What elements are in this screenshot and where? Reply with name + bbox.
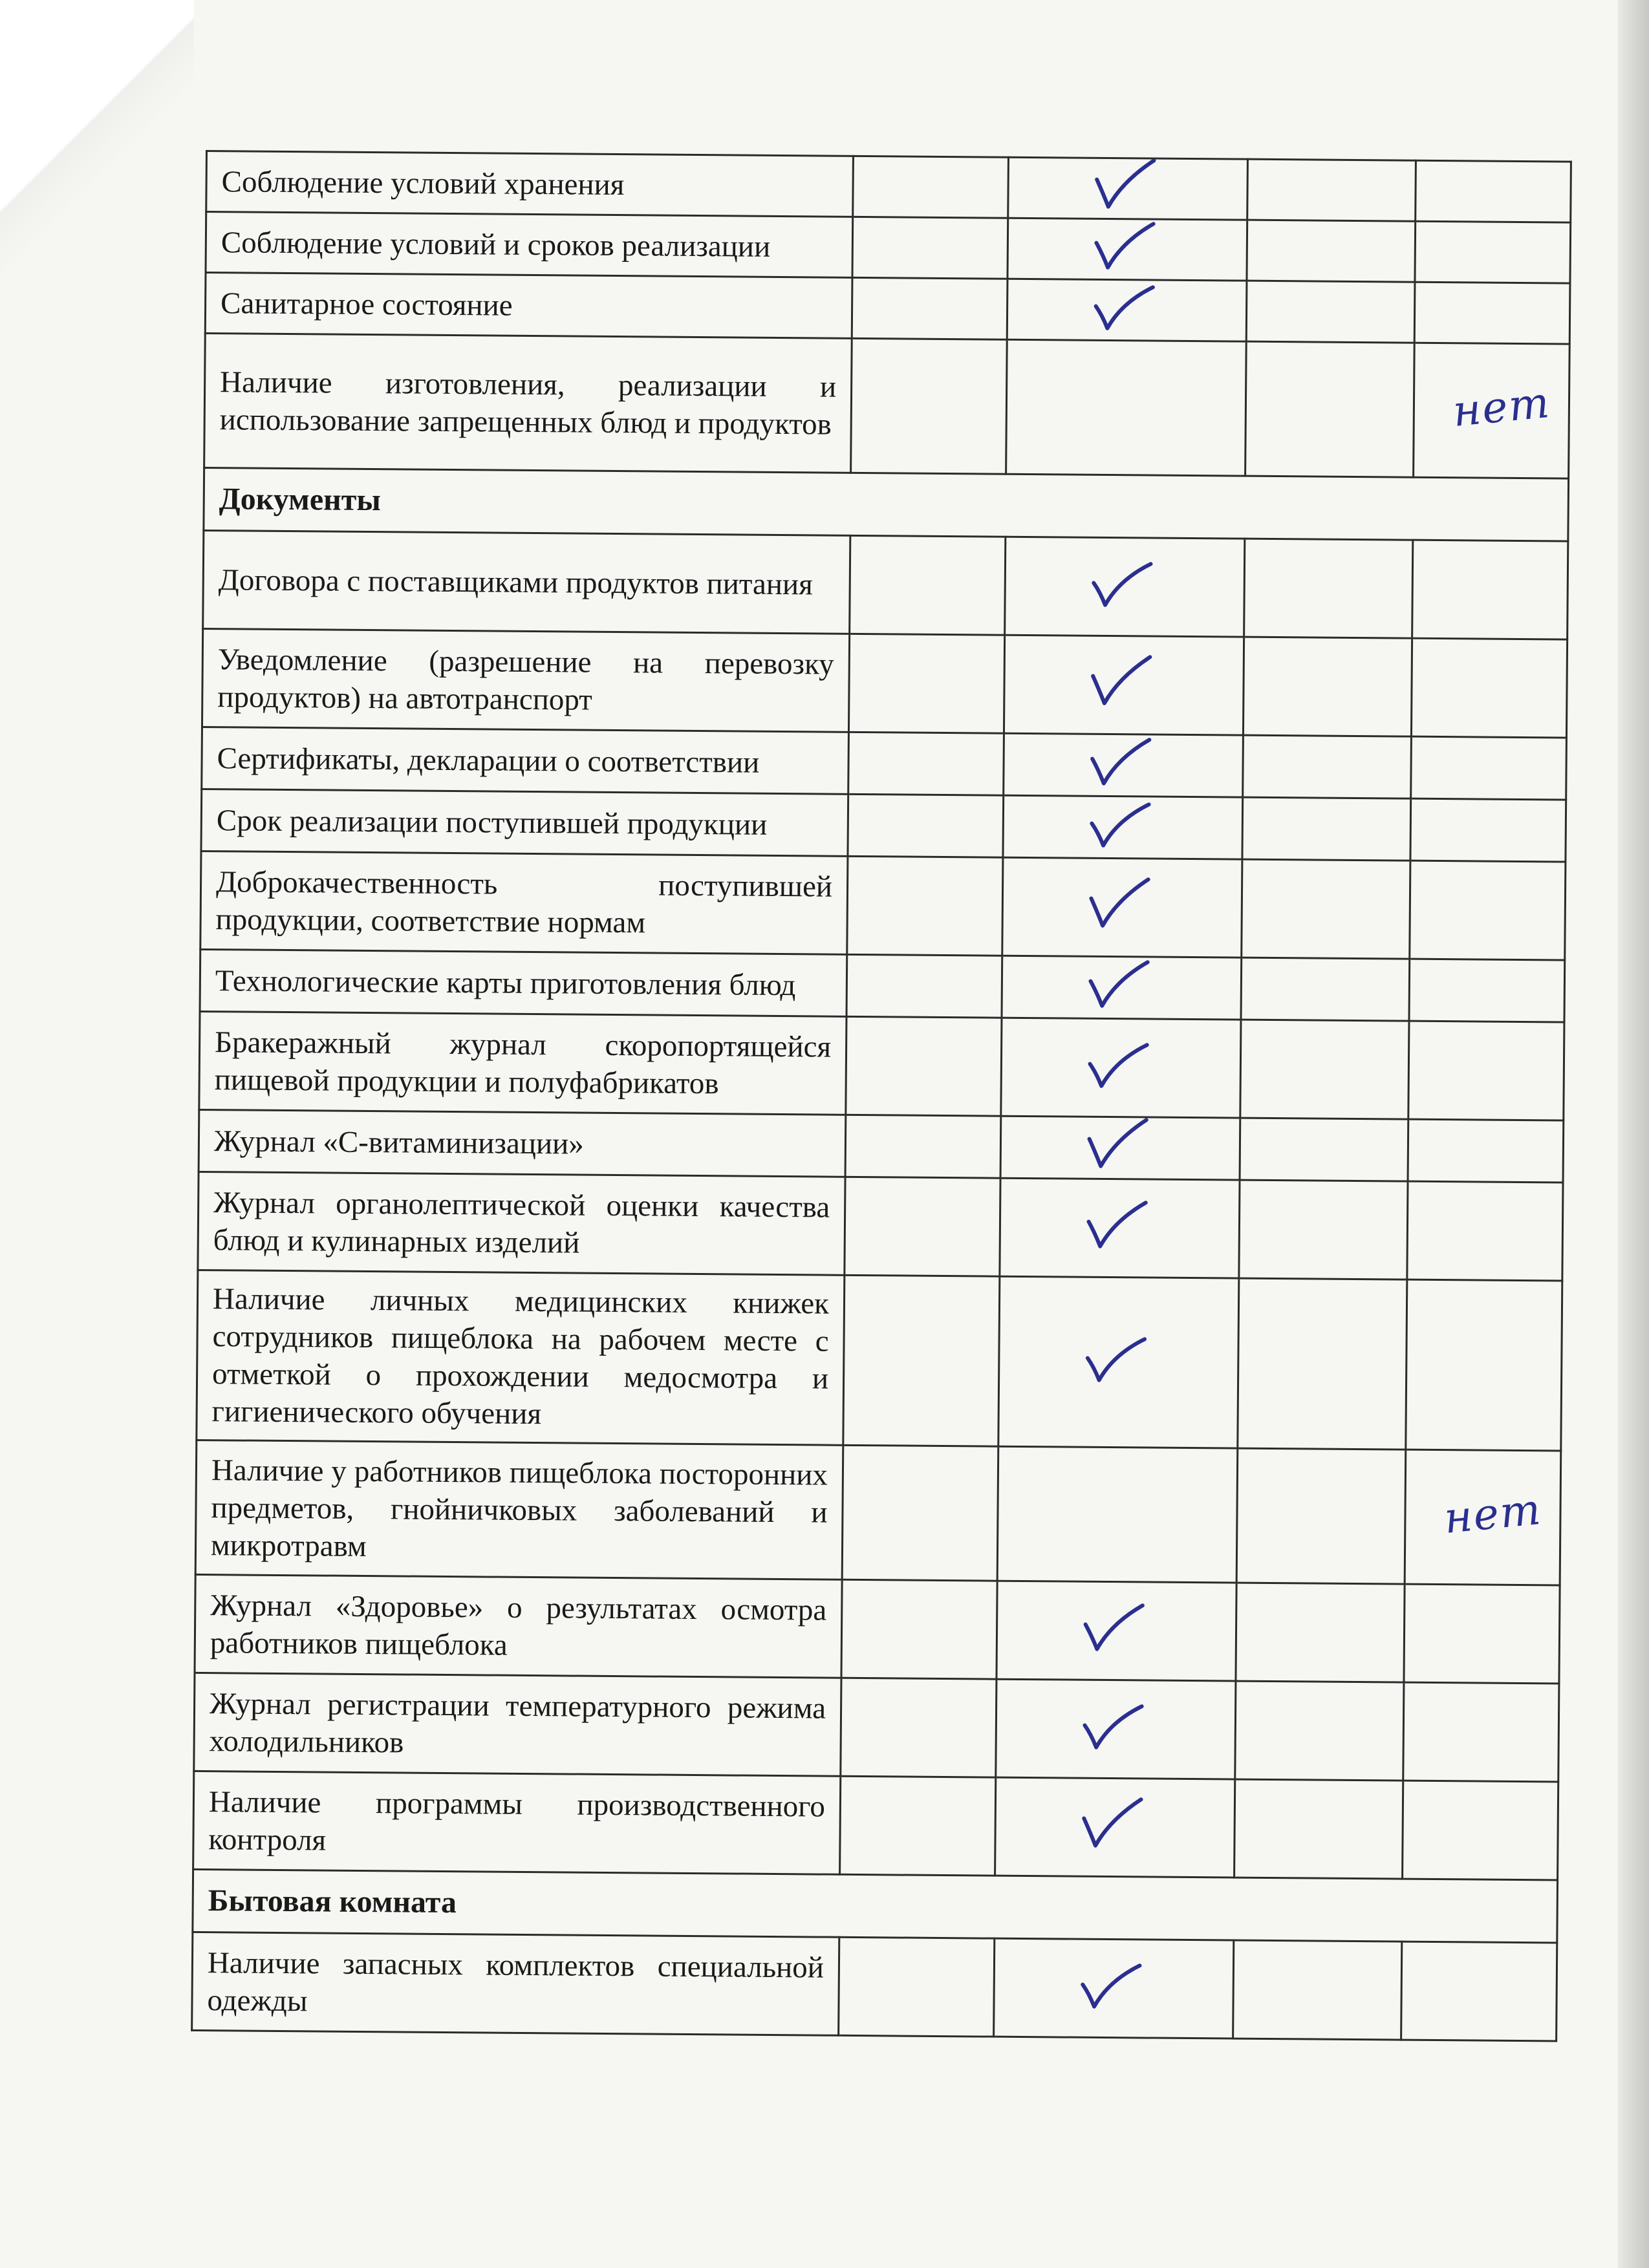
- mark-cell-3: [1247, 159, 1416, 221]
- check-icon: [1077, 1597, 1149, 1656]
- mark-cell-1: [840, 1776, 996, 1876]
- check-icon: [1082, 1034, 1154, 1093]
- table-row: [203, 530, 1568, 639]
- mark-cell-1: [843, 1275, 1000, 1446]
- mark-cell-4: [1410, 861, 1566, 960]
- mark-cell-3: [1241, 957, 1410, 1021]
- mark-cell-4: [1408, 1119, 1564, 1182]
- requirement-label: Наличие личных медицинских книжек сотрудников пищеблока на рабочем месте с отметкой о прохождении медосмотра и гигиенического обучения: [197, 1270, 845, 1445]
- mark-cell-2: [994, 1938, 1234, 2038]
- check-icon: [1083, 873, 1155, 932]
- check-icon: [1075, 1793, 1147, 1852]
- table-row: [200, 851, 1566, 960]
- mark-cell-3: [1245, 341, 1415, 477]
- section-row: [204, 467, 1569, 541]
- mark-cell-2: [1002, 956, 1242, 1020]
- table-row: [195, 1440, 1561, 1585]
- mark-cell-1: [846, 954, 1002, 1018]
- mark-cell-2: [1005, 537, 1245, 637]
- requirement-label: Журнал «Здоровье» о результатах осмотра работников пищеблока: [195, 1574, 842, 1678]
- mark-cell-1: [846, 1016, 1002, 1116]
- mark-cell-3: [1242, 797, 1411, 861]
- table-row: [205, 273, 1570, 345]
- mark-cell-1: [841, 1579, 997, 1679]
- mark-cell-3: [1240, 1020, 1409, 1119]
- check-icon: [1085, 553, 1157, 612]
- requirement-label: Наличие запасных комплектов специальной одежды: [192, 1932, 839, 2035]
- requirement-label: Соблюдение условий и сроков реализации: [206, 212, 853, 278]
- mark-cell-1: [845, 1115, 1001, 1178]
- mark-cell-1: [848, 732, 1004, 795]
- mark-cell-3: [1234, 1779, 1403, 1879]
- mark-cell-1: [852, 277, 1008, 339]
- mark-cell-3: [1246, 281, 1415, 343]
- mark-cell-4: [1405, 1450, 1561, 1585]
- inspection-checklist-table: [191, 150, 1572, 2042]
- check-icon: [1081, 1194, 1152, 1253]
- mark-cell-2: [998, 1276, 1239, 1448]
- mark-cell-3: [1236, 1448, 1406, 1584]
- requirement-label: Наличие у работников пищеблока посторонних предметов, гнойничковых заболеваний и микротравм: [195, 1440, 843, 1579]
- mark-cell-3: [1240, 1118, 1408, 1181]
- table-row: [202, 628, 1567, 738]
- mark-cell-1: [847, 856, 1003, 956]
- mark-cell-4: [1410, 798, 1566, 862]
- check-icon: [1084, 793, 1156, 852]
- mark-cell-3: [1239, 1180, 1408, 1279]
- mark-cell-2: [995, 1777, 1235, 1878]
- mark-cell-2: [1001, 1018, 1241, 1118]
- mark-cell-3: [1243, 637, 1412, 736]
- mark-cell-4: [1404, 1584, 1560, 1684]
- mark-cell-3: [1243, 735, 1412, 798]
- mark-cell-3: [1235, 1681, 1404, 1781]
- mark-cell-1: [853, 156, 1009, 218]
- mark-cell-4: [1416, 160, 1571, 222]
- mark-cell-4: [1408, 1021, 1564, 1120]
- requirement-label: Бракеражный журнал скоропортящейся пищевой продукции и полуфабрикатов: [199, 1011, 846, 1115]
- mark-cell-3: [1238, 1278, 1407, 1450]
- mark-cell-2: [1006, 339, 1247, 476]
- mark-cell-3: [1242, 859, 1410, 959]
- mark-cell-2: [1000, 1178, 1240, 1278]
- checklist-body: [192, 151, 1571, 2041]
- page-edge-shadow: [1618, 0, 1649, 2268]
- page-corner-fold: [0, 0, 194, 272]
- mark-cell-3: [1244, 539, 1413, 638]
- mark-cell-4: [1403, 1781, 1558, 1880]
- mark-cell-4: [1411, 736, 1567, 800]
- check-icon: [1074, 1954, 1146, 2013]
- check-icon: [1084, 731, 1156, 790]
- mark-cell-4: [1414, 282, 1570, 344]
- mark-cell-2: [1003, 795, 1243, 859]
- mark-cell-4: [1415, 221, 1571, 283]
- table-row: [198, 1171, 1563, 1281]
- mark-cell-4: [1414, 343, 1570, 478]
- mark-cell-2: [1000, 1116, 1240, 1180]
- table-row: [206, 212, 1571, 284]
- section-heading: Бытовая комната: [193, 1869, 1558, 1943]
- check-icon: [1079, 1328, 1151, 1387]
- mark-cell-1: [851, 338, 1008, 474]
- mark-cell-2: [1002, 857, 1242, 957]
- mark-cell-4: [1411, 638, 1567, 738]
- requirement-label: Соблюдение условий хранения: [206, 151, 854, 217]
- table-row: [192, 1932, 1557, 2041]
- requirement-label: Срок реализации поступившей продукции: [201, 789, 848, 856]
- requirement-label: Журнал регистрации температурного режима холодильников: [194, 1673, 841, 1776]
- requirement-label: Санитарное состояние: [205, 273, 852, 339]
- mark-cell-2: [997, 1446, 1238, 1583]
- mark-cell-2: [1004, 733, 1244, 797]
- mark-cell-3: [1236, 1583, 1405, 1682]
- mark-cell-1: [839, 1937, 995, 2037]
- requirement-label: Сертификаты, декларации о соответствии: [202, 727, 849, 794]
- mark-cell-4: [1407, 1181, 1563, 1281]
- mark-cell-1: [845, 1177, 1000, 1276]
- check-icon: [1088, 215, 1160, 274]
- requirement-label: Договора с поставщиками продуктов питания: [203, 530, 850, 634]
- table-row: [204, 334, 1570, 479]
- table-row: [194, 1673, 1559, 1782]
- requirement-label: Наличие изготовления, реализации и использование запрещенных блюд и продуктов: [204, 334, 852, 473]
- requirement-label: Журнал «С-витаминизации»: [199, 1109, 846, 1177]
- mark-cell-2: [1004, 635, 1244, 735]
- table-row: [200, 949, 1565, 1022]
- mark-cell-4: [1412, 540, 1568, 639]
- mark-cell-2: [1008, 157, 1248, 220]
- handwritten-note: нет: [1441, 1484, 1544, 1543]
- table-row: [199, 1011, 1564, 1120]
- mark-cell-4: [1409, 959, 1565, 1022]
- mark-cell-1: [848, 634, 1004, 733]
- mark-cell-2: [1008, 218, 1247, 281]
- mark-cell-2: [996, 1679, 1236, 1779]
- requirement-label: Технологические карты приготовления блюд: [200, 949, 847, 1016]
- table-row: [195, 1574, 1560, 1684]
- mark-cell-1: [852, 217, 1008, 279]
- mark-cell-1: [848, 794, 1004, 857]
- requirement-label: Доброкачественность поступившей продукции, соответствие нормам: [200, 851, 848, 954]
- mark-cell-3: [1247, 220, 1416, 282]
- table-row: [193, 1771, 1558, 1880]
- mark-cell-1: [850, 535, 1006, 635]
- table-row: [197, 1270, 1562, 1451]
- requirement-label: Наличие программы производственного контроля: [193, 1771, 841, 1874]
- check-icon: [1088, 155, 1160, 213]
- check-icon: [1088, 276, 1159, 335]
- mark-cell-1: [842, 1445, 998, 1581]
- check-icon: [1077, 1695, 1148, 1754]
- mark-cell-3: [1233, 1940, 1402, 2040]
- check-icon: [1081, 1114, 1153, 1173]
- check-icon: [1084, 651, 1156, 710]
- mark-cell-1: [841, 1678, 997, 1777]
- requirement-label: Журнал органолептической оценки качества блюд и кулинарных изделий: [198, 1171, 845, 1275]
- handwritten-note: нет: [1450, 377, 1553, 436]
- table-row: [206, 151, 1571, 223]
- mark-cell-4: [1403, 1682, 1559, 1782]
- mark-cell-2: [1007, 279, 1247, 341]
- mark-cell-4: [1401, 1942, 1557, 2041]
- table-row: [202, 727, 1567, 800]
- table-row: [199, 1109, 1564, 1182]
- section-row: [193, 1869, 1558, 1943]
- mark-cell-4: [1406, 1279, 1562, 1451]
- mark-cell-2: [997, 1581, 1236, 1681]
- table-row: [201, 789, 1566, 862]
- requirement-label: Уведомление (разрешение на перевозку продуктов) на автотранспорт: [202, 628, 849, 732]
- check-icon: [1083, 954, 1154, 1012]
- section-heading: Документы: [204, 467, 1569, 541]
